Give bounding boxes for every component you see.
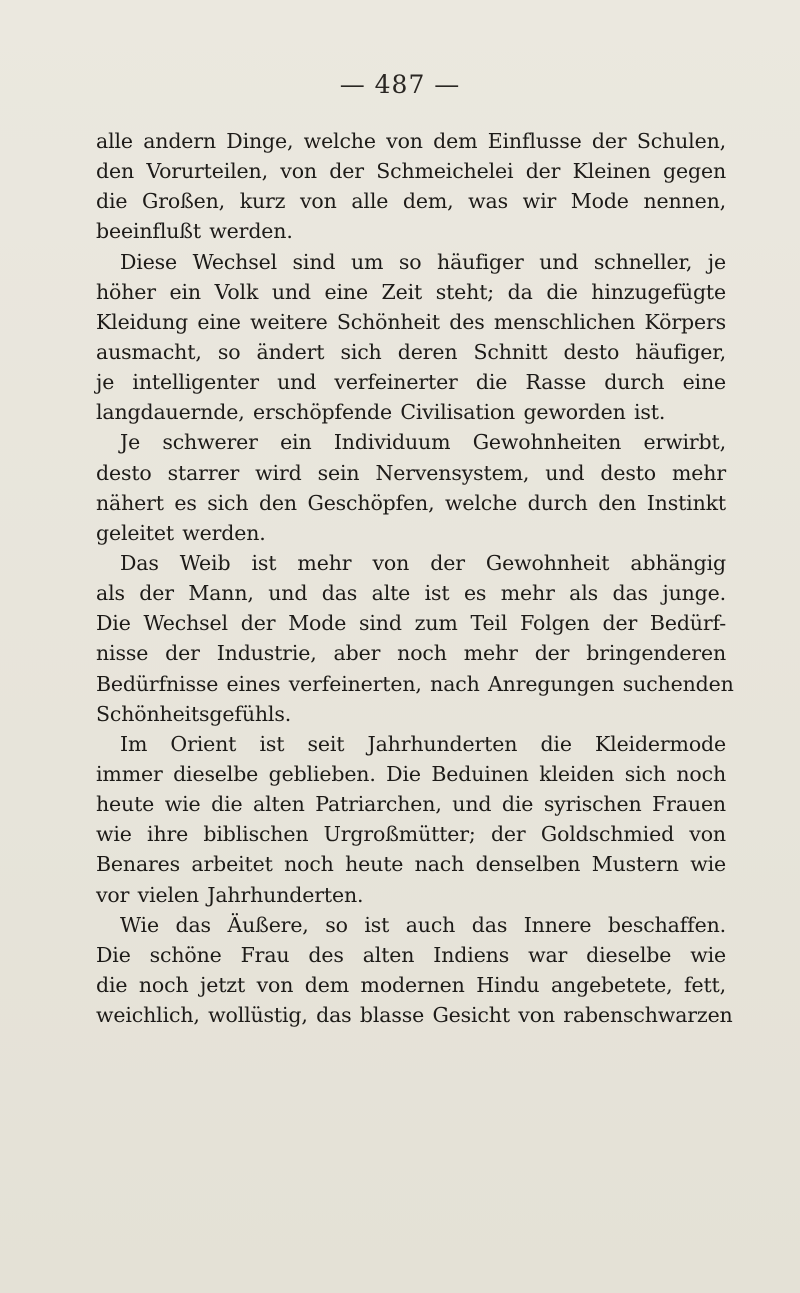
text-line: langdauernde, erschöpfende Civilisation geworden ist. xyxy=(96,400,666,425)
text-line: ausmacht, so ändert sich deren Schnitt desto häufiger, xyxy=(96,339,726,364)
text-line: geleitet werden. xyxy=(96,520,266,545)
text-line: Im Orient ist seit Jahrhunderten die Kleidermode xyxy=(120,731,726,756)
page-number: — 487 — xyxy=(339,70,461,99)
text-line: Schönheitsgefühls. xyxy=(96,701,292,726)
text-line: nähert es sich den Geschöpfen, welche durch den Instinkt xyxy=(96,490,726,515)
text-line: Die Wechsel der Mode sind zum Teil Folgen der Bedürf- xyxy=(96,611,726,636)
text-line: beeinflußt werden. xyxy=(96,219,293,244)
text-line: heute wie die alten Patriarchen, und die syrischen Frauen xyxy=(96,792,726,817)
text-line: Wie das Äußere, so ist auch das Innere beschaffen. xyxy=(120,912,726,937)
body-text xyxy=(96,126,734,1030)
text-line: weichlich, wollüstig, das blasse Gesicht von rabenschwarzen xyxy=(96,1003,733,1028)
text-line: als der Mann, und das alte ist es mehr als das junge. xyxy=(96,581,726,606)
text-line: Die schöne Frau des alten Indiens war dieselbe wie xyxy=(96,942,726,967)
text-line: Bedürfnisse eines verfeinerten, nach Anregungen suchenden xyxy=(96,671,734,696)
text-line: nisse der Industrie, aber noch mehr der bringenderen xyxy=(96,641,726,666)
text-line: immer dieselbe geblieben. Die Beduinen kleiden sich noch xyxy=(96,761,726,786)
text-line: Diese Wechsel sind um so häufiger und schneller, je xyxy=(120,249,726,274)
text-line: alle andern Dinge, welche von dem Einflusse der Schulen, xyxy=(96,129,726,153)
text-line: Je schwerer ein Individuum Gewohnheiten erwirbt, xyxy=(120,430,726,455)
text-line: Das Weib ist mehr von der Gewohnheit abhängig xyxy=(120,550,726,575)
text-line: je intelligenter und verfeinerter die Rasse durch eine xyxy=(96,370,726,395)
text-line: die noch jetzt von dem modernen Hindu angebetete, fett, xyxy=(96,972,726,997)
text-line: desto starrer wird sein Nervensystem, und desto mehr xyxy=(96,460,726,485)
text-line: Benares arbeitet noch heute nach denselben Mustern wie xyxy=(96,852,726,877)
text-line: Kleidung eine weitere Schönheit des menschlichen Körpers xyxy=(96,309,726,334)
text-line: die Großen, kurz von alle dem, was wir Mode nennen, xyxy=(96,189,726,214)
text-line: vor vielen Jahrhunderten. xyxy=(96,882,364,907)
text-line: wie ihre biblischen Urgroßmütter; der Goldschmied von xyxy=(96,822,726,847)
text-line: höher ein Volk und eine Zeit steht; da die hinzugefügte xyxy=(96,279,726,304)
text-line: den Vorurteilen, von der Schmeichelei der Kleinen gegen xyxy=(96,159,726,184)
